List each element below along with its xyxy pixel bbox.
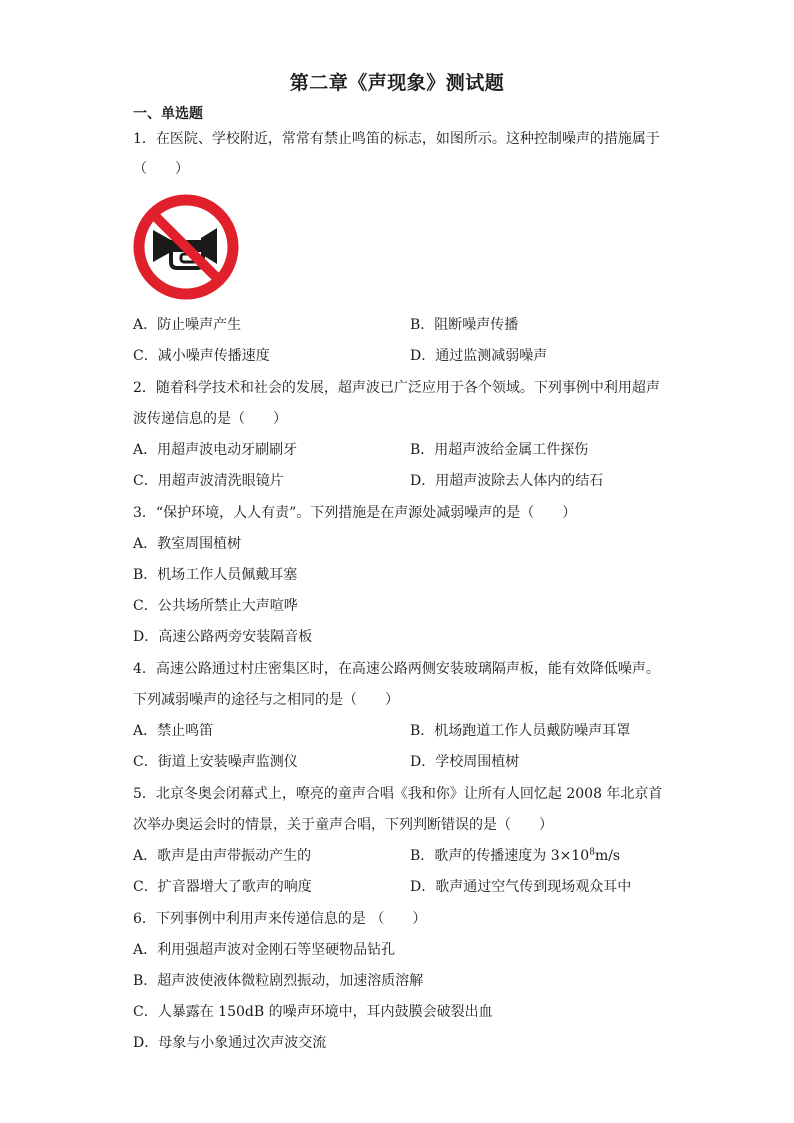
q4-option-b: B．机场跑道工作人员戴防噪声耳罩 [410, 723, 631, 739]
q5-stem-line-2: 次举办奥运会时的情景，关于童声合唱，下列判断错误的是（ ） [133, 817, 553, 833]
q4-option-a: A．禁止鸣笛 [133, 723, 214, 739]
q6-option-b: B．超声波使液体微粒剧烈振动，加速溶质溶解 [133, 973, 424, 989]
q3-option-b: B．机场工作人员佩戴耳塞 [133, 567, 298, 583]
section-heading: 一、单选题 [133, 106, 203, 122]
q6-option-c: C．人暴露在 150dB 的噪声环境中，耳内鼓膜会破裂出血 [133, 1004, 493, 1020]
q4-stem-line-2: 下列减弱噪声的途径与之相同的是（ ） [133, 692, 399, 708]
q3-option-c: C．公共场所禁止大声喧哗 [133, 598, 298, 614]
q1-option-a: A．防止噪声产生 [133, 317, 242, 333]
q1-stem-line-1: 1．在医院、学校附近，常常有禁止鸣笛的标志，如图所示。这种控制噪声的措施属于 [133, 131, 660, 147]
q1-option-c: C．减小噪声传播速度 [133, 348, 270, 364]
q2-option-d: D．用超声波除去人体内的结石 [410, 473, 604, 489]
q1-option-b: B．阻断噪声传播 [410, 317, 519, 333]
q3-option-d: D．高速公路两旁安装隔音板 [133, 629, 313, 645]
q1-option-d: D．通过监测减弱噪声 [410, 348, 548, 364]
no-horn-sign-icon [131, 192, 241, 302]
q5-option-c: C．扩音器增大了歌声的响度 [133, 879, 312, 895]
q5-option-a: A．歌声是由声带振动产生的 [133, 848, 312, 864]
q3-option-a: A．教室周围植树 [133, 536, 242, 552]
q2-option-c: C．用超声波清洗眼镜片 [133, 473, 284, 489]
q5-stem-line-1: 5．北京冬奥会闭幕式上，嘹亮的童声合唱《我和你》让所有人回忆起 2008 年北京首 [133, 786, 663, 802]
q1-stem-line-2: （ ） [133, 161, 189, 177]
q5-option-d: D．歌声通过空气传到现场观众耳中 [410, 879, 632, 895]
q2-option-a: A．用超声波电动牙刷刷牙 [133, 442, 298, 458]
q6-option-a: A．利用强超声波对金刚石等坚硬物品钻孔 [133, 942, 396, 958]
q4-option-c: C．街道上安装噪声监测仪 [133, 754, 298, 770]
q2-stem-line-2: 波传递信息的是（ ） [133, 411, 287, 427]
q2-stem-line-1: 2．随着科学技术和社会的发展，超声波已广泛应用于各个领域。下列事例中利用超声 [133, 380, 660, 396]
q5-option-b-unit: m/s [594, 848, 621, 864]
page-title: 第二章《声现象》测试题 [289, 72, 505, 94]
q4-stem-line-1: 4．高速公路通过村庄密集区时，在高速公路两侧安装玻璃隔声板，能有效降低噪声。 [133, 661, 660, 677]
q5-option-b-exponent: 8 [589, 847, 595, 858]
q6-stem-line-1: 6．下列事例中利用声来传递信息的是 （ ） [133, 911, 427, 927]
q3-stem-line-1: 3．“保护环境，人人有责”。下列措施是在声源处减弱噪声的是（ ） [133, 505, 577, 521]
q4-option-d: D．学校周围植树 [410, 754, 520, 770]
q2-option-b: B．用超声波给金属工件探伤 [410, 442, 589, 458]
q5-option-b-text: B．歌声的传播速度为 3×10 [410, 848, 590, 864]
q5-option-b [410, 846, 620, 866]
q6-option-d: D．母象与小象通过次声波交流 [133, 1035, 327, 1051]
